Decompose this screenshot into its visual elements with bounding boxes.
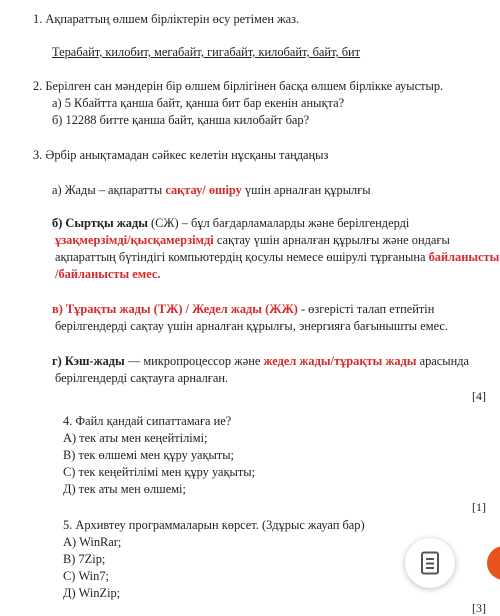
q5-option: А) WinRar; <box>63 535 122 549</box>
orange-circle-button[interactable] <box>487 546 500 580</box>
q5-option: В) 7Zip; <box>63 552 106 566</box>
q3-b-line2 <box>55 233 450 248</box>
q4-option: А) тек аты мен кеңейтілімі; <box>63 431 208 445</box>
q3-b-red1: ұзақмерзімді/қысқамерзімді <box>55 233 214 247</box>
q5-option: Д) WinZip; <box>63 586 121 600</box>
q3-b-red2: байланысты <box>428 250 500 264</box>
q3-d-text2: арасында <box>416 354 470 368</box>
q3-d-line2: берілгендерді сақтауға арналған. <box>55 371 229 385</box>
q3-b-text1: (СЖ) – бұл бағдарламаларды және берілгендерді <box>147 216 410 230</box>
q3-a-text2: үшін арналған құрылғы <box>241 183 371 197</box>
q3-d-text1: — микропроцессор және <box>124 354 264 368</box>
q1-title: 1. Ақпараттың өлшем бірліктерін өсу ретімен жаз. <box>33 12 300 26</box>
q3-c-line2: берілгендерді сақтау үшін арналған құрылғы, энергияға бағынышты емес. <box>55 319 448 333</box>
q4-option: С) тек кеңейтілімі мен құру уақыты; <box>63 465 256 479</box>
q3-mark: [4] <box>472 389 486 403</box>
q3-b-line3 <box>55 250 499 265</box>
q3-b-red3: /байланысты емес. <box>55 267 161 281</box>
q3-a-text1: а) Жады – ақпаратты <box>52 183 166 197</box>
q3-b-text3: ақпараттың бүтіндігі компьютердің қосулы немесе өшірулі тұрғанына <box>55 250 429 264</box>
q3-title: 3. Әрбір анықтамадан сәйкес келетін нұсқаны таңдаңыз <box>33 148 329 162</box>
q5-title: 5. Архивтеу программаларын көрсет. (3дұрыс жауап бар) <box>63 518 365 532</box>
q4-mark: [1] <box>472 500 486 514</box>
document-icon <box>419 551 441 575</box>
q2-b: б) 12288 битте қанша байт, қанша килобайт бар? <box>52 113 310 127</box>
q5-option: С) Win7; <box>63 569 109 583</box>
q4-option: Д) тек аты мен өлшемі; <box>63 482 186 496</box>
q3-c-text1: - өзгерісті талап етпейтін <box>297 302 435 316</box>
q3-d-label: г) Кэш-жады <box>52 354 125 368</box>
q3-a-red: сақтау/ өшіру <box>165 183 242 197</box>
q2-a: а) 5 Кбайтта қанша байт, қанша бит бар екенін анықта? <box>52 96 345 110</box>
q3-b-text2: сақтау үшін арналған құрылғы және ондағы <box>213 233 450 247</box>
q3-b-line1 <box>52 216 409 231</box>
q5-mark: [3] <box>472 601 486 615</box>
q4-option: В) тек өлшемі мен құру уақыты; <box>63 448 234 462</box>
q4-title: 4. Файл қандай сипаттамаға ие? <box>63 414 232 428</box>
q3-d-red: жедел жады/тұрақты жады <box>263 354 417 368</box>
q1-units: Терабайт, килобит, мегабайт, гигабайт, килобайт, байт, бит <box>52 45 361 59</box>
q2-title: 2. Берілген сан мәндерін бір өлшем бірлігінен басқа өлшем бірлікке ауыстыр. <box>33 79 444 93</box>
q3-c-line1 <box>52 302 434 317</box>
q3-b-label: б) Сыртқы жады <box>52 216 148 230</box>
q3-d-line1 <box>52 354 469 369</box>
q3-c-red: в) Тұрақты жады (ТЖ) / Жедел жады (ЖЖ) <box>52 302 298 316</box>
document-fab-button[interactable] <box>405 538 455 588</box>
q3-a <box>52 183 371 198</box>
q3-b-line4 <box>55 267 160 282</box>
